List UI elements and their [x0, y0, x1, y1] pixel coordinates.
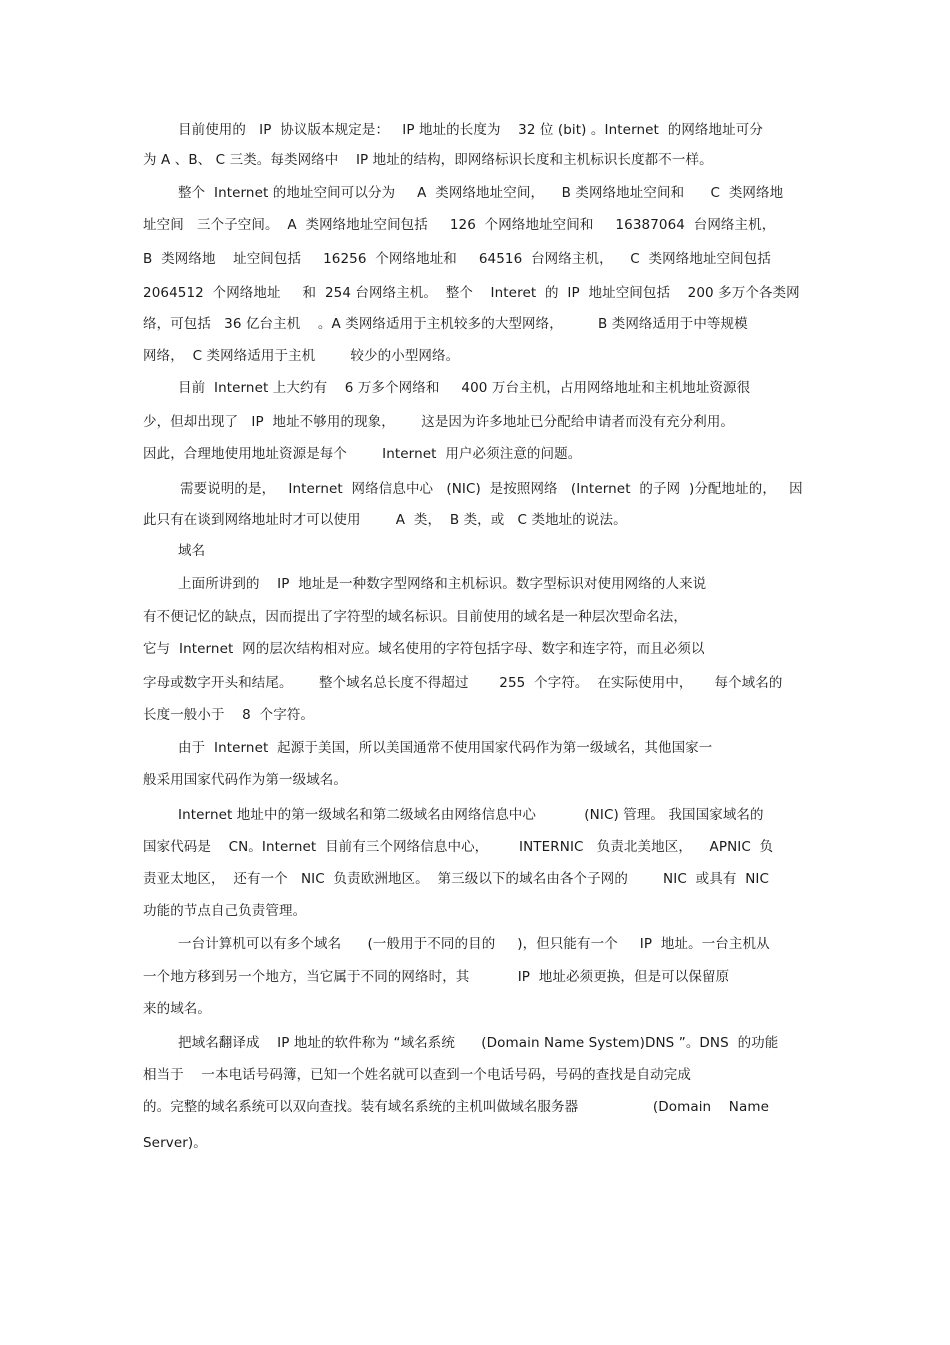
text-line: B 类网络地 址空间包括 16256 个网络地址和 64516 台网络主机， C 类网络地址空间包括 [143, 251, 771, 267]
text-line: 络，可包括 36 亿台主机 。A 类网络适用于主机较多的大型网络， B 类网络适用于中等规模 [143, 316, 748, 332]
text-line: 长度一般小于 8 个字符。 [143, 707, 315, 723]
text-line: 字母或数字开头和结尾。 整个域名总长度不得超过 255 个字符。 在实际使用中， 每个域名的 [143, 675, 783, 691]
text-line: 把域名翻译成 IP 地址的软件称为 “域名系统 (Domain Name System)DNS ”。DNS 的功能 [178, 1035, 779, 1051]
text-line: 址空间 三个子空间。 A 类网络地址空间包括 126 个网络地址空间和 16387064 台网络主机， [143, 217, 776, 233]
text-line: 国家代码是 CN。Internet 目前有三个网络信息中心， INTERNIC 负责北美地区， APNIC 负 [143, 839, 774, 855]
text-line: 一台计算机可以有多个域名 (一般用于不同的目的 )，但只能有一个 IP 地址。一台主机从 [178, 936, 770, 952]
text-line: 因此，合理地使用地址资源是每个 Internet 用户必须注意的问题。 [143, 446, 582, 462]
text-line: 2064512 个网络地址 和 254 台网络主机。 整个 Interet 的 IP 地址空间包括 200 多万个各类网 [143, 285, 800, 301]
text-line: Internet 地址中的第一级域名和第二级域名由网络信息中心 (NIC) 管理。 我国国家域名的 [178, 807, 764, 823]
text-line: 责亚太地区， 还有一个 NIC 负责欧洲地区。 第三级以下的域名由各个子网的 NIC 或具有 NIC [143, 871, 770, 887]
text-line: 由于 Internet 起源于美国，所以美国通常不使用国家代码作为第一级域名，其他国家一 [178, 740, 713, 756]
text-line: 般采用国家代码作为第一级域名。 [143, 772, 347, 788]
text-line: 目前 Internet 上大约有 6 万多个网络和 400 万台主机，占用网络地址和主机地址资源很 [178, 380, 751, 396]
text-line: 为 A 、B、 C 三类。每类网络中 IP 地址的结构，即网络标识长度和主机标识长度都不一样。 [143, 152, 713, 168]
text-line: 有不便记忆的缺点，因而提出了字符型的域名标识。目前使用的域名是一种层次型命名法， [143, 609, 687, 625]
text-line: 上面所讲到的 IP 地址是一种数字型网络和主机标识。数字型标识对使用网络的人来说 [178, 576, 707, 592]
text-line: 整个 Internet 的地址空间可以分为 A 类网络地址空间， B 类网络地址空间和 C 类网络地 [178, 185, 784, 201]
text-line: 目前使用的 IP 协议版本规定是： IP 地址的长度为 32 位 (bit) 。Internet 的网络地址可分 [178, 122, 763, 138]
text-line: 此只有在谈到网络地址时才可以使用 A 类， B 类，或 C 类地址的说法。 [143, 512, 627, 528]
text-line: Server)。 [143, 1135, 207, 1151]
text-line: 一个地方移到另一个地方，当它属于不同的网络时，其 IP 地址必须更换，但是可以保留原 [143, 969, 730, 985]
text-line: 少，但却出现了 IP 地址不够用的现象， 这是因为许多地址已分配给申请者而没有充分利用。 [143, 414, 735, 430]
section-heading: 域名 [178, 543, 206, 559]
text-line: 需要说明的是， Internet 网络信息中心 (NIC) 是按照网络 (Internet 的子网 )分配地址的， 因 [180, 481, 803, 497]
text-line: 它与 Internet 网的层次结构相对应。域名使用的字符包括字母、数字和连字符，而且必须以 [143, 641, 705, 657]
text-line: 来的域名。 [143, 1001, 211, 1017]
text-line: 相当于 一本电话号码簿，已知一个姓名就可以查到一个电话号码，号码的查找是自动完成 [143, 1067, 691, 1083]
text-line: 网络， C 类网络适用于主机 较少的小型网络。 [143, 348, 460, 364]
text-line: 的。完整的域名系统可以双向查找。装有域名系统的主机叫做域名服务器 (Domain Name [143, 1099, 769, 1115]
text-line: 功能的节点自己负责管理。 [143, 903, 307, 919]
